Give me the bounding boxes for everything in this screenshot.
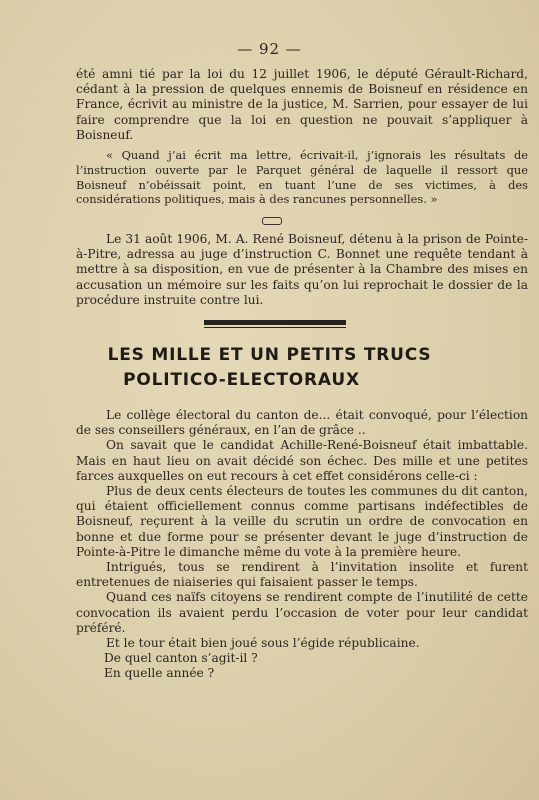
paragraph-tour-joue: Et le tour était bien joué sous l’égide républicaine. (106, 636, 420, 651)
paragraph-quote: « Quand j’ai écrit ma lettre, écrivait-il, j’ignorais les résultats de l’instruction ouverte par le Parquet général de laquelle il ressort que Boisneuf n’obéissait point, en tuant l’une de ses victimes, à des considérations politiques, mais à des rancunes personnelles. » (76, 148, 528, 207)
section-body (76, 408, 528, 682)
section-title-line-1: LES MILLE ET UN PETITS TRUCS (107, 345, 432, 365)
question-canton: De quel canton s’agit-il ? (104, 651, 258, 666)
question-annee: En quelle année ? (104, 666, 215, 681)
section-divider (204, 320, 346, 325)
ornament-icon (262, 217, 282, 225)
paragraph-candidat: On savait que le candidat Achille-René-Boisneuf était imbattable. Mais en haut lieu on avait décidé son échec. Des mille et une petites farces auxquelles on eut recours à cet effet considérons celle-ci : (76, 438, 528, 483)
paragraph-naifs-citoyens: Quand ces naïfs citoyens se rendirent compte de l’inutilité de cette convocation ils avaient perdu l’occasion de voter pour leur candidat préféré. (76, 590, 528, 635)
paragraph-intrigues: Intrigués, tous se rendirent à l’invitation insolite et furent entretenues de niaiseries qui faisaient passer le temps. (76, 560, 528, 590)
top-paragraph (76, 67, 528, 143)
paragraph-college-electoral: Le collège électoral du canton de... était convoqué, pour l’élection de ses conseillers généraux, en l’an de grâce .. (76, 408, 528, 438)
requete-paragraph-block (76, 232, 528, 308)
section-title-line-2: POLITICO-ELECTORAUX (123, 370, 360, 390)
quote-block (76, 148, 528, 207)
paragraph-requete: Le 31 août 1906, M. A. René Boisneuf, détenu à la prison de Pointe-à-Pitre, adressa au juge d’instruction C. Bonnet une requête tendant à mettre à sa disposition, en vue de présenter à la Chambre des mises en accusation un mémoire sur les faits qu’on lui reprochait le dossier de la procédure instruite contre lui. (76, 232, 528, 307)
paragraph-electeurs: Plus de deux cents électeurs de toutes les communes du dit canton, qui étaient officiellement connus comme partisans indéfectibles de Boisneuf, reçurent à la veille du scrutin un ordre de convocation en bonne et due forme pour se présenter devant le juge d’instruction de Pointe-à-Pitre le dimanche même du vote à la première heure. (76, 484, 528, 559)
paragraph-law-gerault-richard: été amni tié par la loi du 12 juillet 1906, le député Gérault-Richard, cédant à la pression de quelques ennemis de Boisneuf en résidence en France, écrivit au ministre de la justice, M. Sarrien, pour essayer de lui faire comprendre que la loi en question ne pouvait s’appliquer à Boisneuf. (76, 67, 528, 142)
page-number: — 92 — (237, 40, 302, 58)
